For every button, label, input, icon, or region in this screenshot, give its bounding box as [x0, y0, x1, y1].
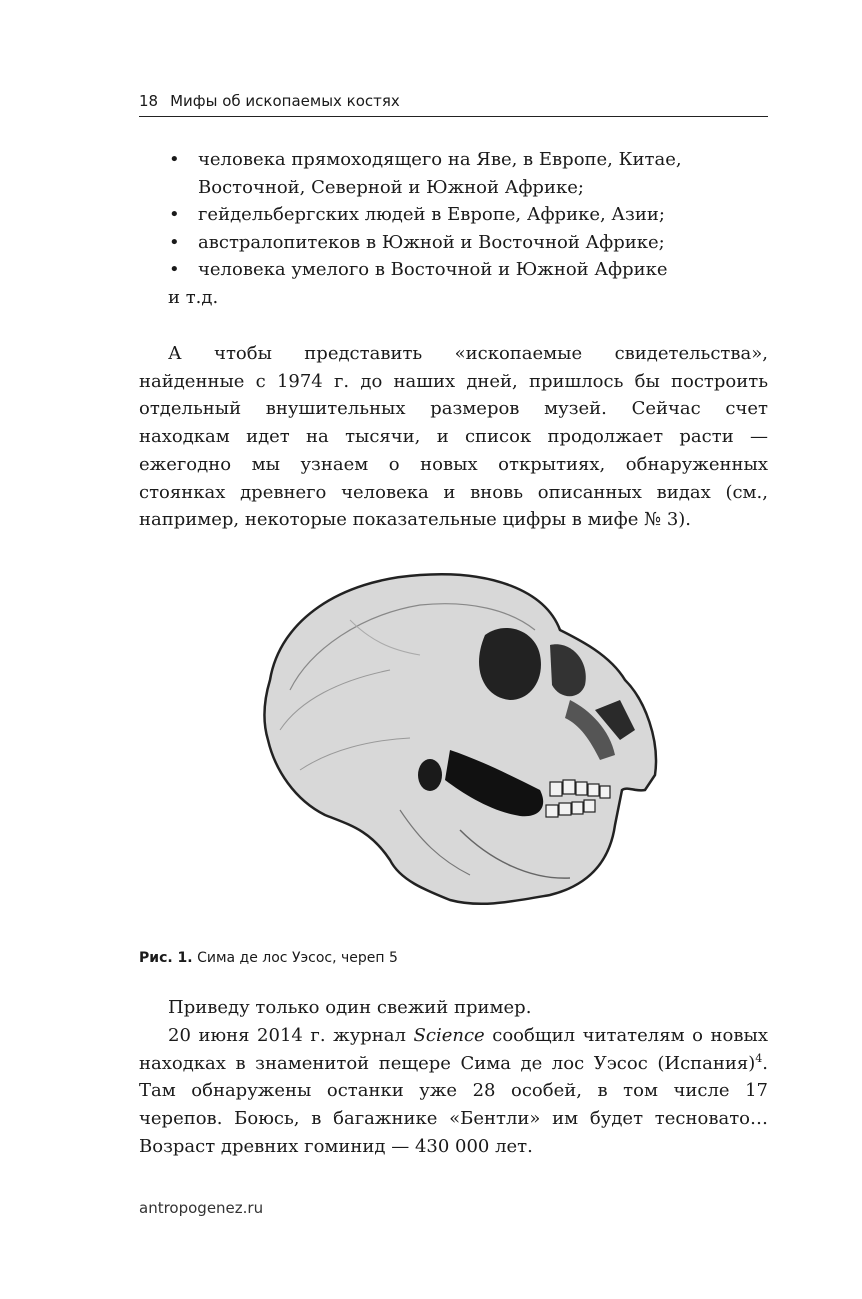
- figure-caption: [139, 950, 398, 966]
- bullet-icon: •: [169, 231, 180, 253]
- footnote-ref[interactable]: 4: [755, 1051, 763, 1065]
- bullet-list: [139, 146, 768, 284]
- paragraph-museum: А чтобы представить «ископаемые свидетельства», найденные с 1974 г. до наших дней, пришлось бы построить отдельный внушительных размеров музей. Сейчас счет находкам идет на тысячи, и список продолжает расти — ежегодно мы узнаем о новых открытиях, обнаруженных стоянках древнего человека и вновь описанных видах (см., например, некоторые показательные цифры в мифе № 3).: [139, 343, 768, 531]
- figure-caption-text: Сима де лос Уэсос, череп 5: [197, 950, 398, 966]
- skull-figure: [250, 560, 670, 920]
- paragraph-example: Приведу только один свежий пример.: [168, 997, 532, 1018]
- skull-illustration: [250, 560, 670, 920]
- running-title: Мифы об ископаемых костях: [170, 92, 400, 110]
- footer-site: antropogenez.ru: [139, 1199, 264, 1217]
- list-item: • человека прямоходящего на Яве, в Европе, Китае, Восточной, Северной и Южной Африке;: [139, 146, 768, 201]
- figure-label: Рис. 1.: [139, 950, 193, 966]
- bullet-icon: •: [169, 149, 180, 170]
- list-etc: и т.д.: [168, 287, 219, 308]
- list-item: • гейдельбергских людей в Европе, Африке, Азии;: [139, 201, 768, 229]
- paragraph-science: 20 июня 2014 г. журнал Science сообщил читателям о новых находках в знаменитой пещере Сима де лос Уэсос (Испания)$^4$. Там обнаружены останки уже 28 особей, в том числе 17 черепов. Боюсь, в багажнике «Бентли» им будет тесновато… Возраст древних гоминид — 430 000 лет.: [139, 1025, 768, 1157]
- journal-name: Science: [413, 1025, 485, 1046]
- list-item: • человека умелого в Восточной и Южной Африке: [139, 256, 768, 284]
- bullet-icon: •: [169, 204, 180, 225]
- list-item: • австралопитеков в Южной и Восточной Африке;: [139, 229, 768, 257]
- running-header: [139, 92, 768, 117]
- page-number: 18: [139, 92, 159, 110]
- bullet-icon: •: [169, 259, 180, 280]
